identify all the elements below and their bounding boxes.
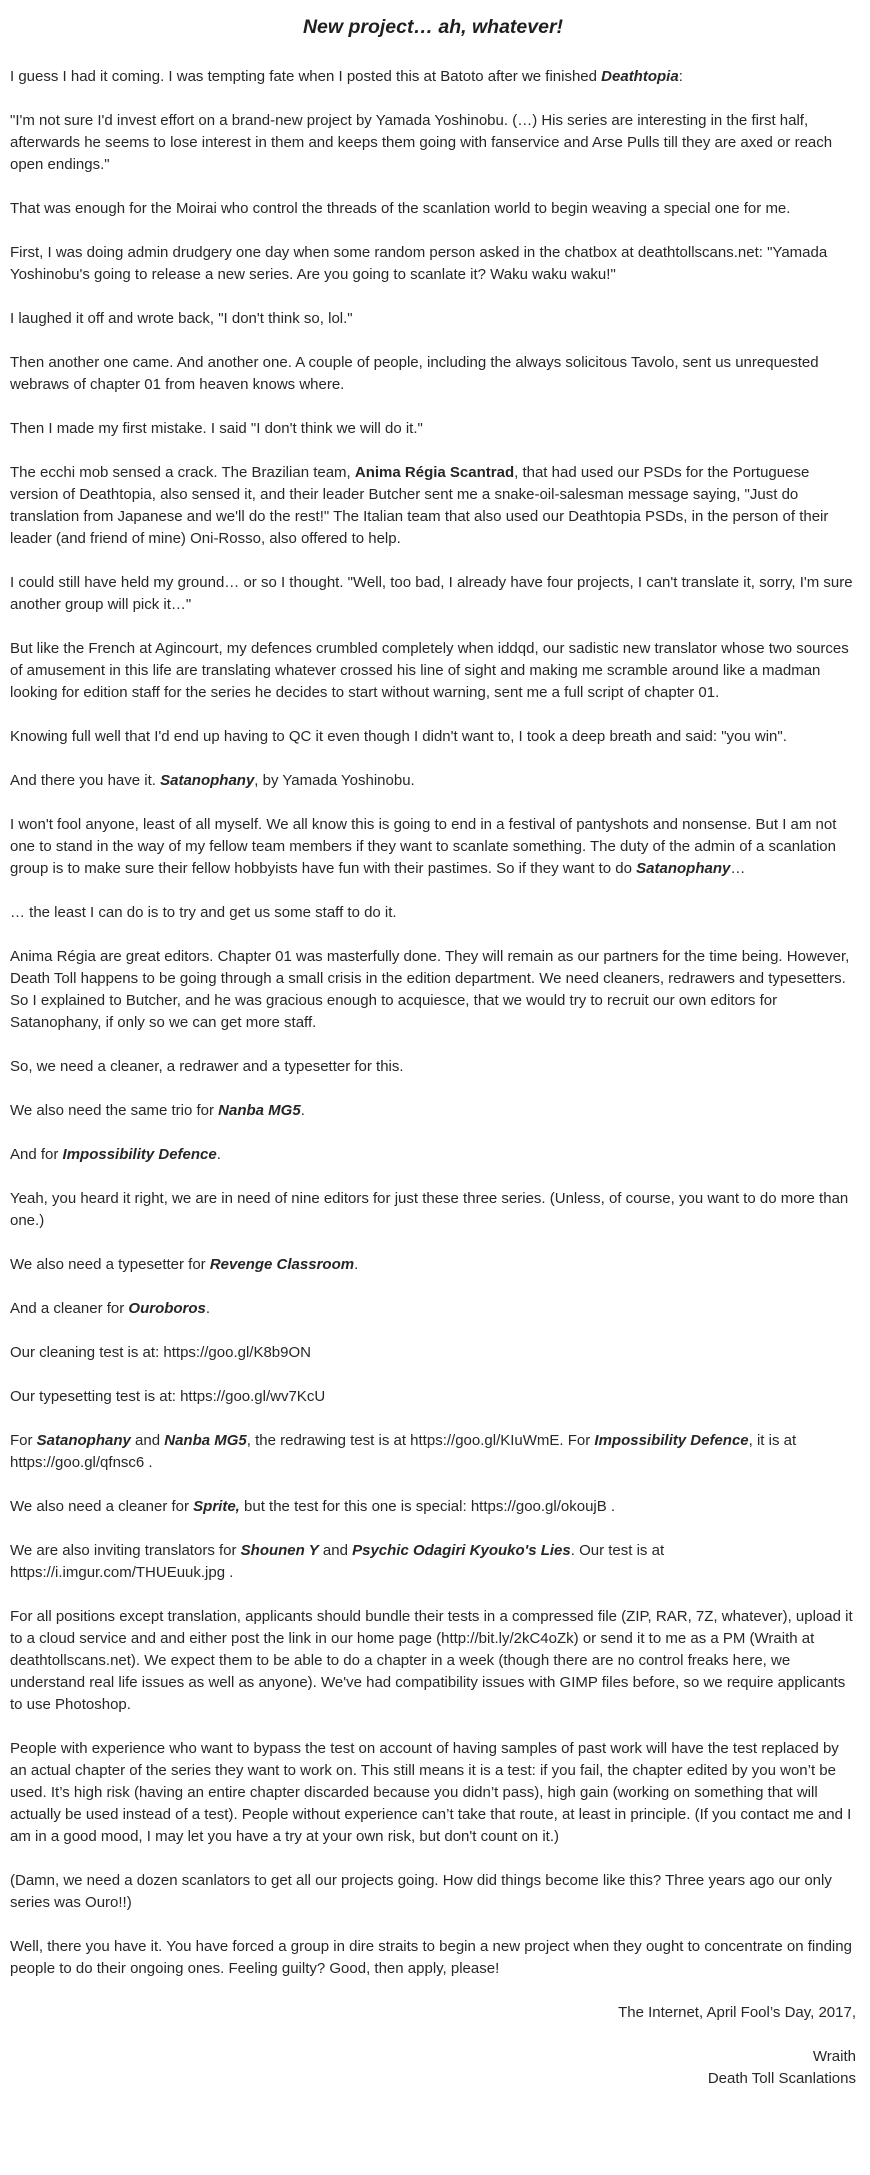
paragraph <box>10 308 856 330</box>
text-run: We also need a typesetter for <box>10 1256 210 1273</box>
paragraph <box>10 770 856 792</box>
text-run: . <box>300 1102 305 1119</box>
text-run: … <box>730 860 746 877</box>
text-run: Then I made my first mistake. I said "I don't think we will do it." <box>10 420 423 437</box>
translation-test-url: https://i.imgur.com/THUEuuk.jpg <box>10 1564 226 1581</box>
text-run: , the redrawing test is at <box>246 1432 411 1449</box>
paragraph <box>10 1100 856 1122</box>
paragraph <box>10 1936 856 1980</box>
paragraph <box>10 110 856 176</box>
text-run: The Internet, April Fool’s Day, 2017, <box>618 2004 856 2021</box>
paragraph <box>10 1298 856 1320</box>
text-run: But like the French at Agincourt, my defences crumbled completely when iddqd, our sadistic new translator whose two sources of amusement in this life are translating whatever crossed his line of sight and making me scramble around like a madman looking for edition staff for the series he decides to start without warning, sent me a full script of chapter 01. <box>10 640 849 701</box>
paragraph <box>10 66 856 88</box>
text-run: We also need a cleaner for <box>10 1498 194 1515</box>
text-run: but the test for this one is special: <box>239 1498 471 1515</box>
paragraph <box>10 814 856 880</box>
paragraph <box>10 726 856 748</box>
paragraph <box>10 462 856 550</box>
paragraph <box>10 1254 856 1276</box>
text-run: For <box>10 1432 37 1449</box>
text-run: (Damn, we need a dozen scanlators to get all our projects going. How did things become like this? Three years ago our only series was Ouro!!) <box>10 1872 832 1911</box>
post-body <box>10 66 856 2090</box>
dateline <box>10 2002 856 2024</box>
paragraph <box>10 1144 856 1166</box>
paragraph <box>10 198 856 220</box>
series-title: Impossibility Defence <box>594 1432 749 1449</box>
paragraph <box>10 1606 856 1716</box>
text-run: . Our test is at <box>570 1542 665 1559</box>
paragraph <box>10 946 856 1034</box>
sprite-test-url: https://goo.gl/okoujB <box>470 1498 607 1515</box>
text-run: . <box>225 1564 234 1581</box>
paragraph <box>10 902 856 924</box>
paragraph <box>10 1496 856 1518</box>
series-title: Impossibility Defence <box>62 1146 217 1163</box>
paragraph <box>10 352 856 396</box>
text-run: Our typesetting test is at: <box>10 1388 181 1405</box>
paragraph <box>10 1870 856 1914</box>
team-name: Anima Régia Scantrad <box>354 464 515 481</box>
paragraph <box>10 242 856 286</box>
series-title: Satanophany <box>36 1432 131 1449</box>
text-run: We are also inviting translators for <box>10 1542 241 1559</box>
post-title: New project… ah, whatever! <box>302 16 564 38</box>
signature-names: Wraith Death Toll Scanlations <box>707 2048 856 2087</box>
paragraph <box>10 1386 856 1408</box>
series-title: Ouroboros <box>128 1300 206 1317</box>
text-run: That was enough for the Moirai who control the threads of the scanlation world to begin weaving a special one for me. <box>10 200 791 217</box>
text-run: I guess I had it coming. I was tempting fate when I posted this at Batoto after we finished <box>10 68 602 85</box>
text-run: … the least I can do is to try and get us some staff to do it. <box>10 904 397 921</box>
text-run: Well, there you have it. You have forced a group in dire straits to begin a new project when they ought to concentrate on finding people to do their ongoing ones. Feeling guilty? Good, then apply, please! <box>10 1938 852 1977</box>
text-run: The ecchi mob sensed a crack. The Brazilian team, <box>10 464 355 481</box>
text-run: . <box>144 1454 153 1471</box>
text-run: For all positions except translation, applicants should bundle their tests in a compressed file (ZIP, RAR, 7Z, whatever), upload it to a cloud service and and either post the link in our home page (http://bit.ly/2kC4oZk) or send it to me as a PM (Wraith at deathtollscans.net). We expect them to be able to do a chapter in a week (though there are no control freaks here, we understand real life issues as well as anyone). We've had compatibility issues with GIMP files before, so we require applicants to use Photoshop. <box>10 1608 853 1713</box>
paragraph <box>10 418 856 440</box>
text-run: Anima Régia are great editors. Chapter 01 was masterfully done. They will remain as our partners for the time being. However, Death Toll happens to be going through a small crisis in the edition department. We need cleaners, redrawers and typesetters. So I explained to Butcher, and he was gracious enough to acquiesce, that we would try to recruit our own editors for Satanophany, if only so we can get more staff. <box>10 948 850 1031</box>
text-run: So, we need a cleaner, a redrawer and a typesetter for this. <box>10 1058 404 1075</box>
paragraph <box>10 638 856 704</box>
paragraph <box>10 1342 856 1364</box>
text-run: I could still have held my ground… or so I thought. "Well, too bad, I already have four projects, I can't translate it, sorry, I'm sure another group will pick it…" <box>10 574 853 613</box>
text-run: And a cleaner for <box>10 1300 129 1317</box>
paragraph <box>10 1188 856 1232</box>
text-run: Then another one came. And another one. A couple of people, including the always solicitous Tavolo, sent us unrequested webraws of chapter 01 from heaven knows where. <box>10 354 819 393</box>
text-run: . <box>606 1498 616 1515</box>
text-run: I laughed it off and wrote back, "I don't think so, lol." <box>10 310 353 327</box>
series-title: Revenge Classroom <box>209 1256 355 1273</box>
text-run: Knowing full well that I'd end up having to QC it even though I didn't want to, I took a deep breath and said: "you win". <box>10 728 787 745</box>
text-run: . For <box>559 1432 595 1449</box>
text-run: and <box>130 1432 165 1449</box>
text-run: , that had used our PSDs for the Portuguese version of Deathtopia, also sensed it, and their leader Butcher sent me a snake-oil-salesman message saying, "Just do translation from Japanese and we'll do the rest!" The Italian team that also used our Deathtopia PSDs, in the person of their leader (and friend of mine) Oni-Rosso, also offered to help. <box>10 464 829 547</box>
series-title: Nanba MG5 <box>218 1102 301 1119</box>
paragraph <box>10 1430 856 1474</box>
series-title: Psychic Odagiri Kyouko's Lies <box>352 1542 571 1559</box>
text-run: . <box>354 1256 359 1273</box>
text-run: , by Yamada Yoshinobu. <box>254 772 415 789</box>
series-title: Satanophany <box>636 860 731 877</box>
text-run: , it is at <box>748 1432 797 1449</box>
series-title: Sprite, <box>193 1498 240 1515</box>
text-run: Yeah, you heard it right, we are in need of nine editors for just these three series. (Unless, of course, you want to do more than one.) <box>10 1190 849 1229</box>
cleaning-test-url: https://goo.gl/K8b9ON <box>163 1344 311 1361</box>
text-run: People with experience who want to bypass the test on account of having samples of past work will have the test replaced by an actual chapter of the series they want to work on. This still means it is a test: if you fail, the chapter edited by you won’t be used. It’s high risk (having an entire chapter discarded because you didn’t pass), high gain (working on something that will actually be used instead of a test). People without experience can’t take that route, at least in principle. (If you contact me and I am in a good mood, I may let you have a try at your own risk, but don't count on it.) <box>10 1740 852 1845</box>
series-title: Shounen Y <box>240 1542 319 1559</box>
paragraph <box>10 1738 856 1848</box>
redrawing-test-url: https://goo.gl/KIuWmE <box>410 1432 560 1449</box>
paragraph <box>10 1056 856 1078</box>
text-run: and <box>318 1542 353 1559</box>
text-run: First, I was doing admin drudgery one day when some random person asked in the chatbox at deathtollscans.net: "Yamada Yoshinobu's going to release a new series. Are you going to scanlate it? Waku waku waku!" <box>10 244 828 283</box>
text-run: I won't fool anyone, least of all myself. We all know this is going to end in a festival of pantyshots and nonsense. But I am not one to stand in the way of my fellow team members if they want to scanlate something. The duty of the admin of a scanlation group is to make sure their fellow hobbyists have fun with their pastimes. So if they want to do <box>10 816 837 877</box>
signature <box>10 2046 856 2090</box>
series-title: Nanba MG5 <box>164 1432 247 1449</box>
paragraph <box>10 572 856 616</box>
text-run: Our cleaning test is at: <box>10 1344 164 1361</box>
text-run: And there you have it. <box>10 772 161 789</box>
redrawing-test-url-2: https://goo.gl/qfnsc6 <box>10 1454 145 1471</box>
text-run: . <box>216 1146 221 1163</box>
series-title: Satanophany <box>160 772 255 789</box>
text-run: And for <box>10 1146 63 1163</box>
text-run: "I'm not sure I'd invest effort on a brand-new project by Yamada Yoshinobu. (…) His series are interesting in the first half, afterwards he seems to lose interest in them and keeps them going with fanservice and Arse Pulls till they are axed or reach open endings." <box>10 112 833 173</box>
text-run: . <box>205 1300 211 1317</box>
typesetting-test-url: https://goo.gl/wv7KcU <box>180 1388 326 1405</box>
text-run: We also need the same trio for <box>10 1102 219 1119</box>
paragraph <box>10 1540 856 1584</box>
text-run: : <box>678 68 683 85</box>
series-title: Deathtopia <box>601 68 679 85</box>
